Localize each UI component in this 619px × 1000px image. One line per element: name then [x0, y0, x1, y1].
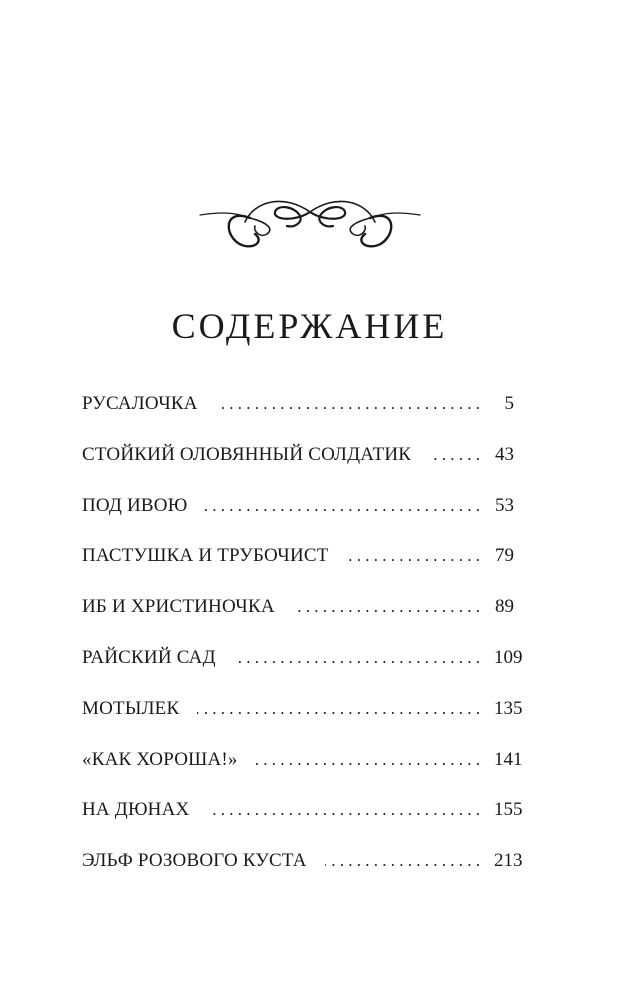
toc-entry-title: ПОД ИВОЮ: [82, 494, 188, 516]
toc-entry[interactable]: [82, 538, 514, 589]
toc-entry[interactable]: [82, 488, 514, 539]
toc-entry-page: 79: [495, 545, 514, 567]
toc-entry-page: 5: [504, 393, 514, 414]
dot-leader: [429, 437, 480, 473]
toc-entry-title: МОТЫЛЕК: [82, 697, 180, 719]
toc-entry[interactable]: [82, 691, 523, 742]
toc-entry-title: ЭЛЬФ РОЗОВОГО КУСТА: [82, 850, 307, 872]
toc-entry-title: РУСАЛОЧКА: [82, 393, 198, 414]
table-of-contents: [82, 386, 523, 894]
dot-leader: [256, 742, 480, 778]
toc-entry-page: 109: [494, 646, 523, 668]
toc-entry-title: НА ДЮНАХ: [82, 799, 190, 821]
toc-entry-page: 141: [494, 748, 523, 770]
toc-entry-title: СТОЙКИЙ ОЛОВЯННЫЙ СОЛДАТИК: [82, 443, 412, 465]
dot-leader: [216, 386, 480, 422]
toc-entry-page: 53: [495, 494, 514, 516]
toc-entry[interactable]: [82, 437, 514, 488]
toc-entry-title: РАЙСКИЙ САД: [82, 646, 216, 668]
toc-entry[interactable]: [82, 792, 523, 843]
toc-entry[interactable]: [82, 640, 523, 691]
toc-entry-page: 43: [495, 443, 514, 465]
dot-leader: [205, 488, 480, 524]
toc-entry-page: 213: [494, 850, 523, 872]
page-title: СОДЕРЖАНИЕ: [171, 306, 448, 346]
toc-entry[interactable]: [82, 589, 514, 640]
dot-leader: [207, 792, 480, 828]
toc-entry[interactable]: [82, 843, 523, 894]
flourish-ornament-icon: [195, 182, 425, 248]
toc-entry-title: «КАК ХОРОША!»: [82, 748, 238, 770]
toc-entry-page: 89: [495, 596, 514, 618]
toc-entry-title: ИБ И ХРИСТИНОЧКА: [82, 596, 275, 618]
toc-entry-page: 135: [494, 697, 523, 719]
toc-entry-page: 155: [494, 799, 523, 821]
toc-entry-title: ПАСТУШКА И ТРУБОЧИСТ: [82, 545, 329, 567]
dot-leader: [197, 691, 480, 727]
dot-leader: [234, 640, 480, 676]
dot-leader: [325, 843, 480, 879]
dot-leader: [347, 538, 480, 574]
dot-leader: [293, 589, 480, 625]
toc-entry[interactable]: [82, 742, 523, 793]
toc-entry[interactable]: [82, 386, 514, 437]
